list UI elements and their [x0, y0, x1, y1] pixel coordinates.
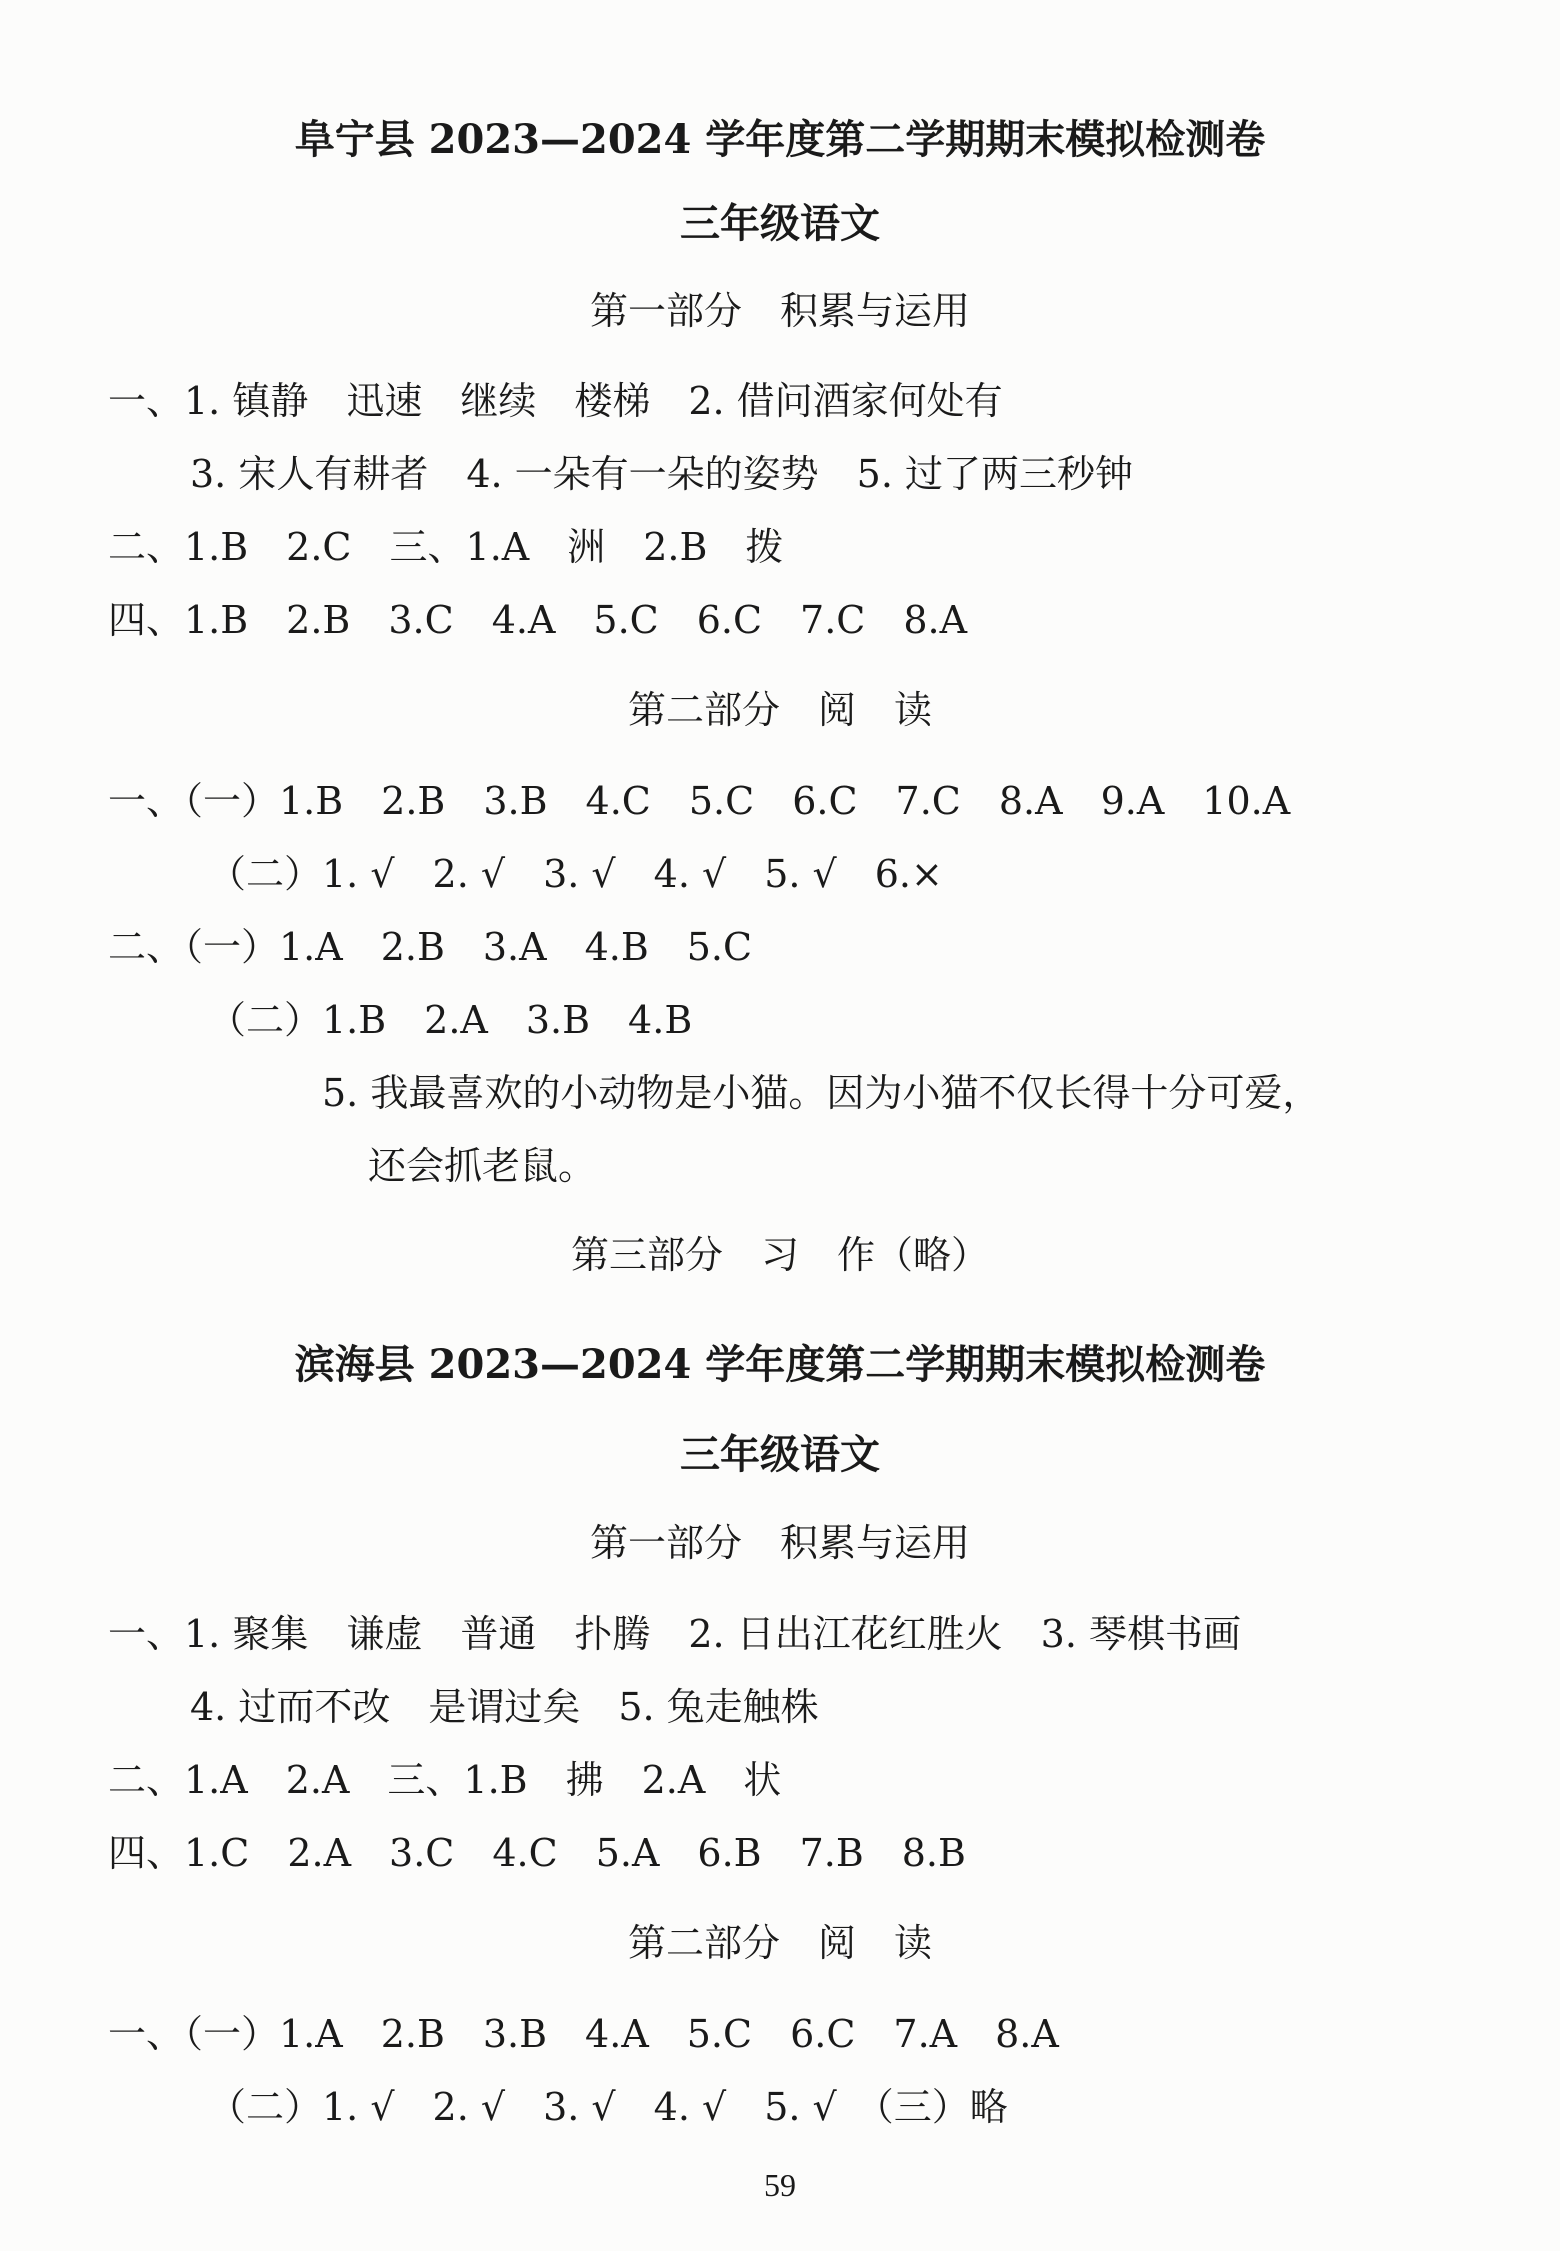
binhai-part1-line-2: 4. 过而不改 是谓过矣 5. 兔走触株: [190, 1685, 819, 1729]
binhai-part1-line-4: 四、1.C 2.A 3.C 4.C 5.A 6.B 7.B 8.B: [108, 1831, 966, 1875]
funing-part2-line-6: 还会抓老鼠。: [368, 1144, 597, 1188]
page-number: 59: [764, 2167, 796, 2203]
funing-part2-line-4: （二）1.B 2.A 3.B 4.B: [208, 998, 693, 1042]
funing-part1-line-3: 二、1.B 2.C 三、1.A 洲 2.B 拨: [108, 525, 784, 569]
exam-subtitle-binhai: 三年级语文: [680, 1431, 880, 1478]
exam-title-funing: 阜宁县 2023—2024 学年度第二学期期末模拟检测卷: [294, 116, 1266, 163]
funing-part2-line-2: （二）1. √ 2. √ 3. √ 4. √ 5. √ 6.×: [208, 852, 943, 896]
funing-part2-line-1: 一、（一）1.B 2.B 3.B 4.C 5.C 6.C 7.C 8.A 9.A 10.A: [108, 779, 1291, 823]
funing-part1-line-1: 一、1. 镇静 迅速 继续 楼梯 2. 借问酒家何处有: [108, 379, 1003, 423]
part3-heading-funing: 第三部分 习 作（略）: [570, 1233, 989, 1277]
exam-title-binhai: 滨海县 2023—2024 学年度第二学期期末模拟检测卷: [294, 1341, 1266, 1388]
exam-subtitle-funing: 三年级语文: [680, 200, 880, 247]
part1-heading-binhai: 第一部分 积累与运用: [589, 1521, 970, 1565]
binhai-part1-line-1: 一、1. 聚集 谦虚 普通 扑腾 2. 日出江花红胜火 3. 琴棋书画: [108, 1612, 1242, 1656]
funing-part1-line-2: 3. 宋人有耕者 4. 一朵有一朵的姿势 5. 过了两三秒钟: [190, 452, 1134, 496]
binhai-part2-line-1: 一、（一）1.A 2.B 3.B 4.A 5.C 6.C 7.A 8.A: [108, 2012, 1059, 2056]
funing-part2-line-5: 5. 我最喜欢的小动物是小猫。因为小猫不仅长得十分可爱，: [322, 1071, 1321, 1115]
part2-heading-binhai: 第二部分 阅 读: [627, 1921, 932, 1965]
funing-part2-line-3: 二、（一）1.A 2.B 3.A 4.B 5.C: [108, 925, 753, 969]
binhai-part2-line-2: （二）1. √ 2. √ 3. √ 4. √ 5. √ （三）略: [208, 2085, 1008, 2129]
binhai-part1-line-3: 二、1.A 2.A 三、1.B 拂 2.A 状: [108, 1758, 782, 1802]
part2-heading-funing: 第二部分 阅 读: [627, 688, 932, 732]
funing-part1-line-4: 四、1.B 2.B 3.C 4.A 5.C 6.C 7.C 8.A: [108, 598, 968, 642]
part1-heading-funing: 第一部分 积累与运用: [589, 289, 970, 333]
